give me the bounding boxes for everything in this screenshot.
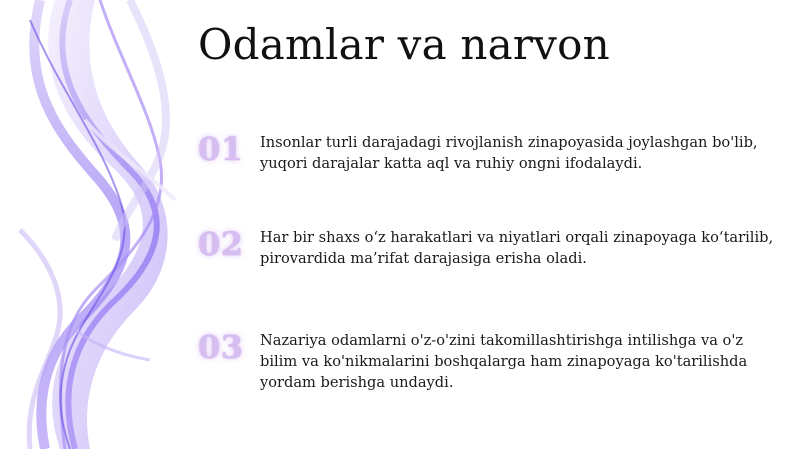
item-text: Har bir shaxs o‘z harakatlari va niyatlari orqali zinapoyaga ko‘tarilib, pirovardida ma’rifat darajasiga erisha oladi.	[260, 229, 774, 267]
item-number: 02	[198, 225, 244, 263]
item-text: Insonlar turli darajadagi rivojlanish zinapoyasida joylashgan bo'lib, yuqori darajalar katta aql va ruhiy ongni ifodalaydi.	[260, 134, 758, 172]
item-text: Nazariya odamlarni o'z-o'zini takomillashtirishga intilishga va o'z bilim va ko'nikmalarini boshqalarga ham zinapoyaga ko'tarilishda yordam berishga undaydi.	[260, 332, 748, 391]
slide-title: Odamlar va narvon	[198, 20, 610, 69]
purple-smoke-decoration	[0, 0, 230, 449]
item-number: 03	[198, 328, 244, 366]
item-number: 01	[198, 130, 244, 168]
